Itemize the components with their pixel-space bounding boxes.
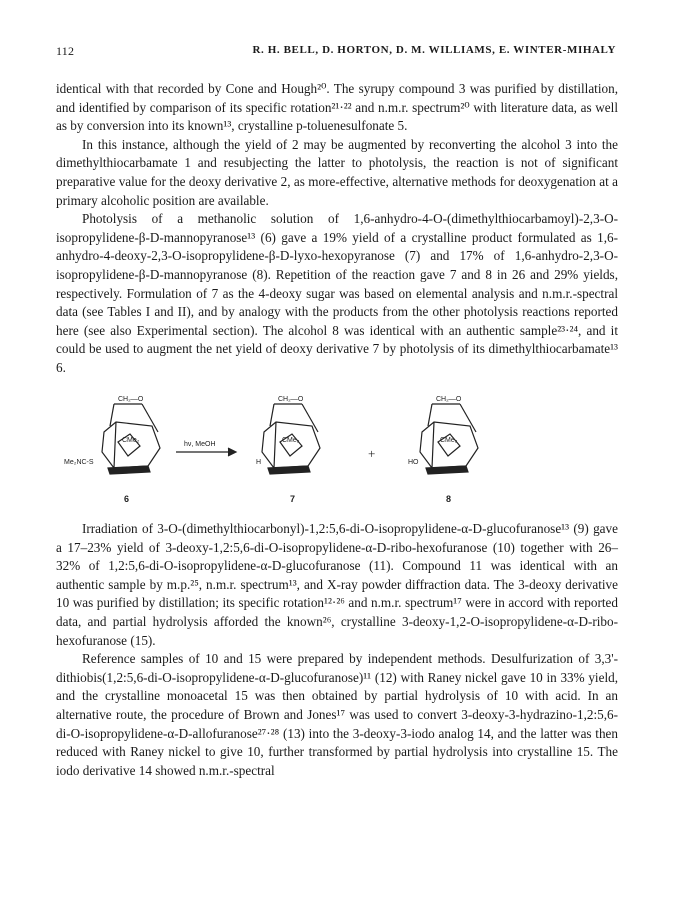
body-text-top bbox=[56, 80, 618, 378]
h-label: H bbox=[256, 459, 262, 466]
compound-label-8: 8 bbox=[446, 494, 452, 504]
ch2-o-label-7: CH₂—O bbox=[278, 396, 304, 403]
scheme-drawing bbox=[56, 392, 618, 524]
cme2-label-8: CMe₂ bbox=[440, 437, 458, 444]
ch2-o-label-6: CH₂—O bbox=[118, 396, 144, 403]
compound-label-6: 6 bbox=[124, 494, 130, 504]
substituent-label: Me₂NC-S bbox=[64, 459, 94, 466]
paragraph: identical with that recorded by Cone and Hough²⁰. The syrupy compound 3 was purified by distillation, and identified by comparison of its specific rotation²¹·²² and n.m.r. spectrum²⁰ with literature data, as well as by conversion into its known¹³, crystalline p-toluenesulfonate 5. bbox=[56, 81, 618, 134]
paragraph: In this instance, although the yield of 2 may be augmented by reconverting the alcohol 3 into the dimethylthiocarbamate 1 and resubjecting the latter to photolysis, the reaction is not of significant preparative value for the deoxy derivative 2, as more-effective, alternative methods for deoxygenation at a primary alcoholic position are available. bbox=[56, 136, 618, 208]
reaction-scheme bbox=[56, 392, 618, 524]
running-header bbox=[56, 44, 616, 60]
cme2-label-6: CMe₂ bbox=[122, 437, 140, 444]
compound-label-7: 7 bbox=[290, 494, 296, 504]
paragraph: Irradiation of 3-O-(dimethylthiocarbonyl)-1,2:5,6-di-O-isopropylidene-α-D-glucofuranose¹³ (9) gave a 17–23% yield of 3-deoxy-1,2:5,6-di-O-isopropylidene-α-D-ribo-hexofuranose (10) together with 26–32% of 1,2:5,6-di-O-isopropylidene-α-D-glucofuranose (11). Compound 11 was identical with an authentic sample by m.p.²⁵, n.m.r. spectrum¹³, and X-ray powder diffraction data. The 3-deoxy derivative 10 was purified by distillation; its specific rotation¹²·²⁶ and n.m.r. spectrum¹⁷ were in accord with reported data, and partial hydrolysis afforded the known²⁶, crystalline 3-deoxy-1,2-O-isopropylidene-α-D-ribo-hexofuranose (15). bbox=[56, 521, 618, 648]
plus-sign: + bbox=[368, 446, 376, 461]
paragraph: Photolysis of a methanolic solution of 1,6-anhydro-4-O-(dimethylthiocarbamoyl)-2,3-O-isopropylidene-β-D-mannopyranose¹³ (6) gave a 19% yield of a crystalline product formulated as 1,6-anhydro-4-deoxy-2,3-O-isopropylidene-β-D-lyxo-hexopyranose (7) and 17% of 1,6-anhydro-2,3-O-isopropylidene-β-D-mannopyranose (8). Repetition of the reaction gave 7 and 8 in 26 and 29% yields, respectively. Formulation of 7 as the 4-deoxy sugar was based on elemental analysis and n.m.r.-spectral data (see Tables I and II), and by analogy with the products from the other photolysis reactions reported here (see also Experimental section). The alcohol 8 was identical with an authentic sample²³·²⁴, and it could be used to augment the net yield of deoxy derivative 7 by photolysis of its dimethylthiocarbamate¹³ 6. bbox=[56, 211, 618, 375]
cme2-label-7: CMe₂ bbox=[282, 437, 300, 444]
reagent-label: hν, MeOH bbox=[184, 441, 216, 448]
reaction-arrow bbox=[176, 448, 236, 456]
running-head-authors: R. H. BELL, D. HORTON, D. M. WILLIAMS, E. WINTER-MIHALY bbox=[252, 44, 616, 56]
ho-label: HO bbox=[408, 459, 419, 466]
page-number: 112 bbox=[56, 44, 75, 58]
body-text-bottom bbox=[56, 520, 618, 780]
paragraph: Reference samples of 10 and 15 were prepared by independent methods. Desulfurization of 3,3'-dithiobis(1,2:5,6-di-O-isopropylidene-α-D-glucofuranose)¹¹ (12) with Raney nickel gave 10 in 33% yield, and the crystalline monoacetal 15 was then obtained by partial hydrolysis of 10 with acid. In an alternative route, the procedure of Brown and Jones¹⁷ was used to convert 3-deoxy-3-hydrazino-1,2:5,6-di-O-isopropylidene-α-D-allofuranose²⁷·²⁸ (13) into the 3-deoxy-3-iodo analog 14, and the latter was then reduced with Raney nickel to give 10, further transformed by partial hydrolysis into crystalline 15. The iodo derivative 14 showed n.m.r.-spectral bbox=[56, 651, 618, 778]
ch2-o-label-8: CH₂—O bbox=[436, 396, 462, 403]
